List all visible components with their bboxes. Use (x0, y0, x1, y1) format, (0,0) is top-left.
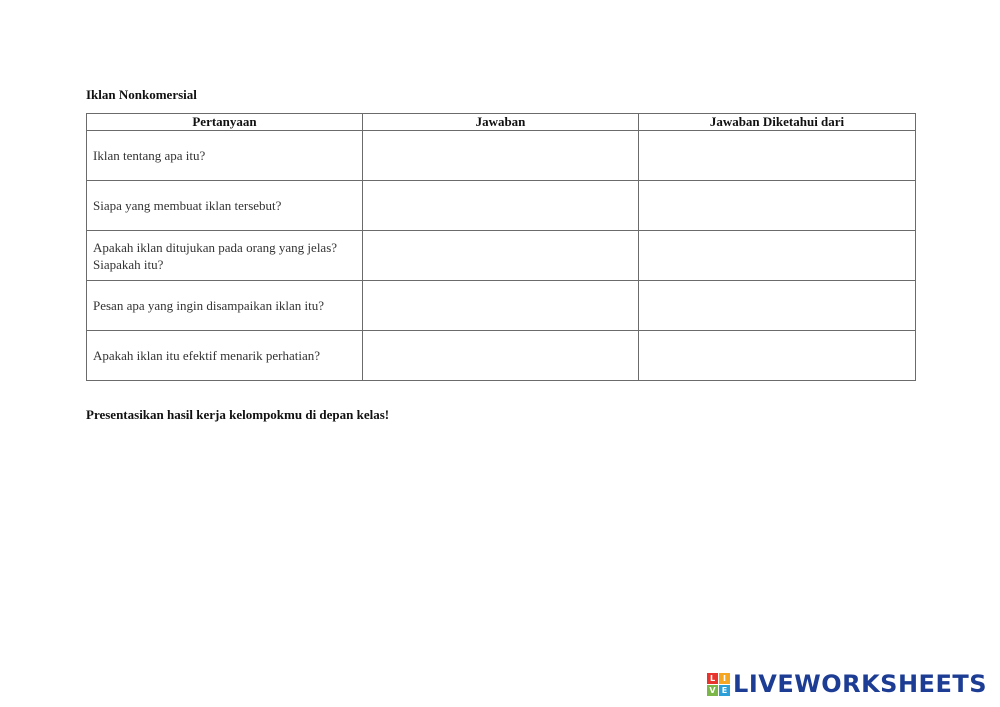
column-header-jawaban-diketahui-dari: Jawaban Diketahui dari (639, 114, 916, 131)
liveworksheets-logo (707, 669, 987, 699)
badge-letter-e: E (719, 685, 730, 696)
question-cell: Apakah iklan ditujukan pada orang yang jelas? Siapakah itu? (87, 231, 363, 281)
worksheet-title: Iklan Nonkomersial (86, 87, 197, 102)
instruction-text: Presentasikan hasil kerja kelompokmu di depan kelas! (86, 407, 390, 422)
answer-field[interactable] (363, 281, 639, 331)
question-cell: Siapa yang membuat iklan tersebut? (87, 181, 363, 231)
badge-letter-v: V (707, 685, 718, 696)
answer-field[interactable] (363, 331, 639, 381)
source-field[interactable] (639, 131, 916, 181)
source-field[interactable] (639, 331, 916, 381)
question-cell: Iklan tentang apa itu? (87, 131, 363, 181)
live-badge-icon (707, 673, 730, 696)
question-cell: Apakah iklan itu efektif menarik perhatian? (87, 331, 363, 381)
answer-field[interactable] (363, 131, 639, 181)
table-row (87, 281, 916, 331)
logo-wordmark: LIVEWORKSHEETS (733, 670, 987, 698)
source-field[interactable] (639, 181, 916, 231)
table-row (87, 231, 916, 281)
question-cell: Pesan apa yang ingin disampaikan iklan itu? (87, 281, 363, 331)
source-field[interactable] (639, 281, 916, 331)
table-row (87, 331, 916, 381)
worksheet-table (86, 113, 916, 381)
answer-field[interactable] (363, 231, 639, 281)
table-row (87, 131, 916, 181)
table-header-row (87, 114, 916, 131)
source-field[interactable] (639, 231, 916, 281)
column-header-pertanyaan: Pertanyaan (87, 114, 363, 131)
badge-letter-i: I (719, 673, 730, 684)
badge-letter-l: L (707, 673, 718, 684)
column-header-jawaban: Jawaban (363, 114, 639, 131)
answer-field[interactable] (363, 181, 639, 231)
table-row (87, 181, 916, 231)
